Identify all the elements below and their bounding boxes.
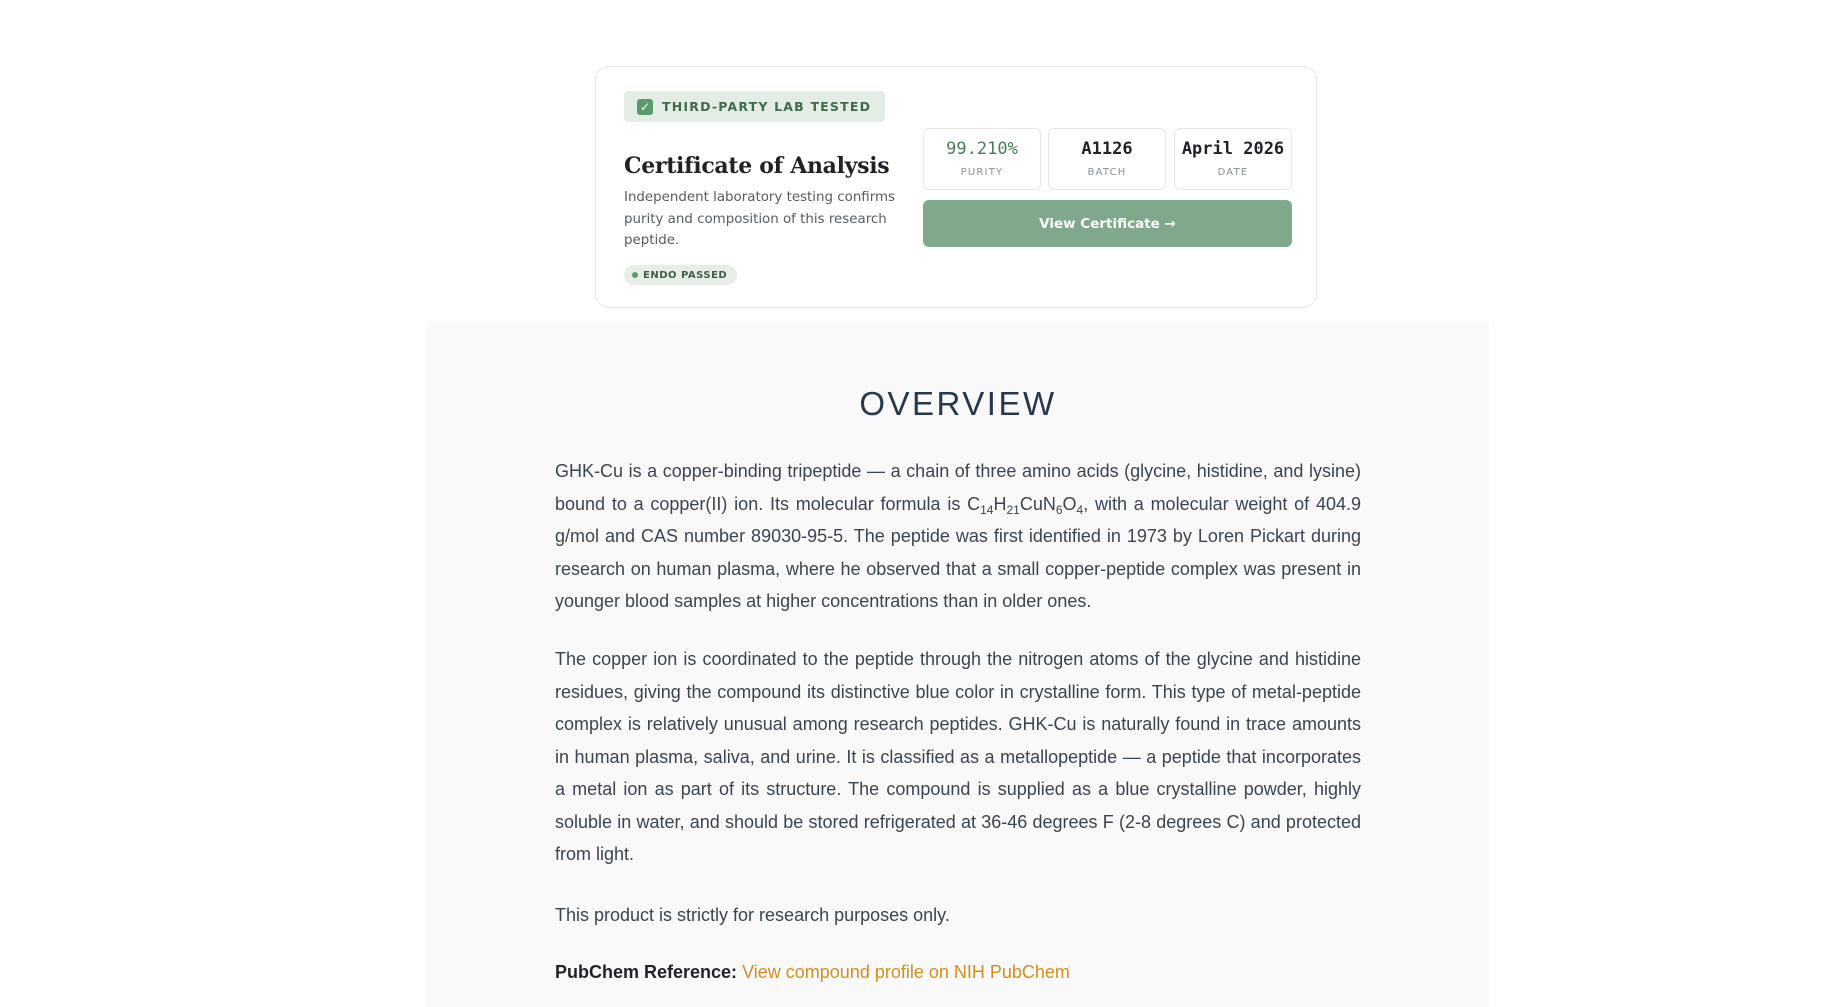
- view-certificate-button[interactable]: View Certificate →: [923, 200, 1292, 247]
- pubchem-link[interactable]: View compound profile on NIH PubChem: [742, 962, 1070, 982]
- endo-passed-badge: [624, 265, 737, 285]
- endo-passed-label: ENDO PASSED: [643, 269, 728, 281]
- batch-label: BATCH: [1087, 167, 1127, 178]
- overview-paragraph-3: This product is strictly for research purposes only.: [555, 905, 950, 925]
- overview-heading: OVERVIEW: [859, 385, 1057, 422]
- status-dot-icon: [632, 272, 638, 278]
- check-icon: ✓: [637, 99, 653, 115]
- overview-paragraph-2: The copper ion is coordinated to the peptide through the nitrogen atoms of the glycine and histidine residues, giving the compound its distinctive blue color in crystalline form. This type of metal-peptide complex is relatively unusual among research peptides. GHK-Cu is naturally found in trace amounts in human plasma, saliva, and urine. It is classified as a metallopeptide — a peptide that incorporates a metal ion as part of its structure. The compound is supplied as a blue crystalline powder, highly soluble in water, and should be stored refrigerated at 36-46 degrees F (2-8 degrees C) and protected from light.: [555, 649, 1361, 864]
- coa-card: [595, 66, 1317, 308]
- overview-section: [427, 321, 1489, 1007]
- purity-value: 99.210%: [946, 139, 1018, 159]
- coa-description: Independent laboratory testing confirms purity and composition of this research peptide.: [624, 190, 896, 248]
- purity-stat: [923, 128, 1041, 190]
- overview-paragraph-1: GHK-Cu is a copper-binding tripeptide — a chain of three amino acids (glycine, histidine, and lysine) bound to a copper(II) ion. Its molecular formula is $C_{14}H_{21}CuN_6O_4$, with a molecular weight of 404.9 g/mol and CAS number 89030-95-5. The peptide was first identified in 1973 by Loren Pickart during research on human plasma, where he observed that a small copper-peptide complex was present in younger blood samples at higher concentrations than in older ones.: [555, 461, 1361, 611]
- batch-stat: [1048, 128, 1166, 190]
- coa-title: Certificate of Analysis: [624, 153, 890, 179]
- purity-label: PURITY: [960, 167, 1004, 178]
- date-stat: [1174, 128, 1292, 190]
- pubchem-label: PubChem Reference:: [555, 962, 738, 982]
- date-value: April 2026: [1181, 139, 1285, 159]
- lab-tested-badge: [624, 91, 885, 122]
- date-label: DATE: [1217, 167, 1249, 178]
- pubchem-reference: [555, 956, 1070, 988]
- batch-value: A1126: [1081, 139, 1133, 159]
- lab-tested-label: THIRD-PARTY LAB TESTED: [662, 99, 872, 114]
